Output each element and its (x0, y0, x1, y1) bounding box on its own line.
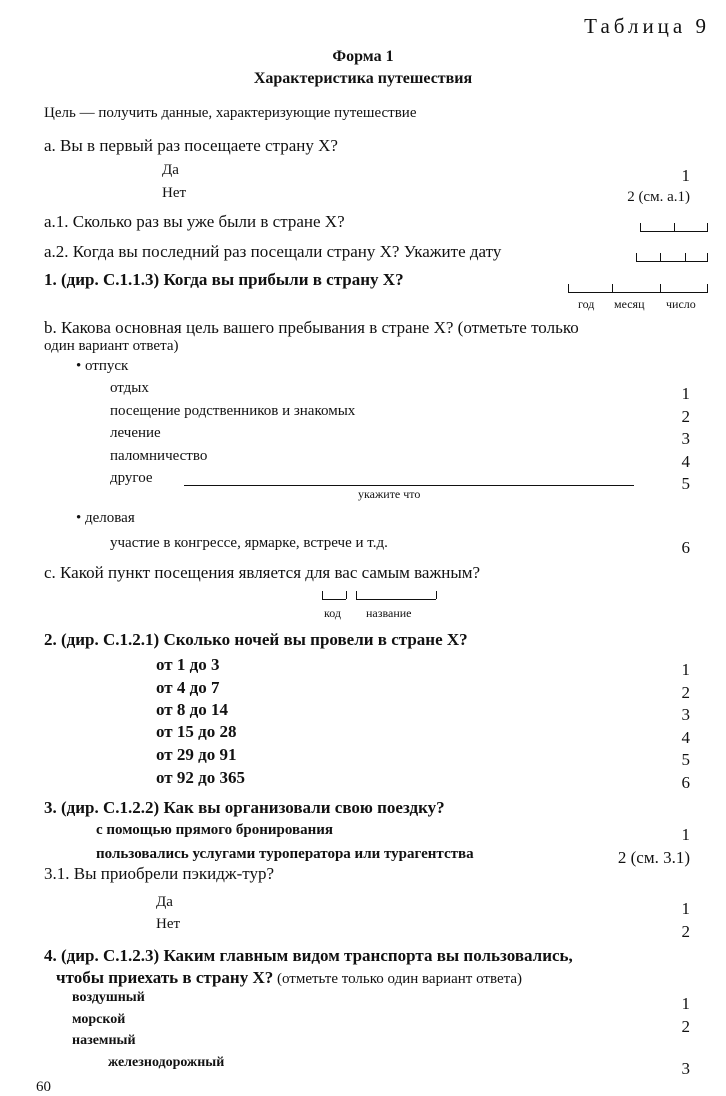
answer-option-code: 3 (681, 705, 690, 724)
answer-option-code: 2 (681, 1017, 690, 1036)
question-a: а. Вы в первый раз посещаете страну Х? (44, 136, 338, 155)
year-label: год (578, 297, 595, 311)
answer-option-label: Нет (156, 916, 181, 932)
question-c: с. Какой пункт посещения является для вас самым важным? (44, 563, 481, 582)
group-business: • деловая (76, 510, 135, 526)
form-title: Форма 1 (332, 48, 394, 65)
question-1: 1. (дир. С.1.1.3) Когда вы прибыли в страну Х? (44, 270, 404, 289)
answer-option-code: 6 (681, 773, 690, 792)
answer-option-code: 3 (681, 429, 690, 448)
answer-option-label: от 15 до 28 (156, 722, 237, 741)
answer-option-label: от 29 до 91 (156, 745, 237, 764)
answer-option-code: 1 (681, 660, 690, 679)
answer-option-label: отдых (110, 380, 149, 396)
answer-option-code: 2 (681, 407, 690, 426)
answer-option-code: 2 (см. 3.1) (617, 848, 690, 867)
answer-option-code: 2 (681, 683, 690, 702)
answer-option-code: 1 (681, 384, 690, 403)
question-2: 2. (дир. С.1.2.1) Сколько ночей вы провели в стране Х? (44, 630, 468, 649)
code-label: код (324, 606, 341, 620)
answer-option-label: от 92 до 365 (156, 768, 245, 787)
question-b-note: один вариант ответа) (44, 338, 179, 354)
answer-option-label: посещение родственников и знакомых (110, 403, 356, 419)
answer-option-label: от 8 до 14 (156, 700, 228, 719)
answer-option-label: пользовались услугами туроператора или турагентства (96, 846, 474, 862)
answer-option-code: 1 (681, 899, 690, 918)
answer-option-label: воздушный (72, 990, 145, 1005)
question-3: 3. (дир. С.1.2.2) Как вы организовали свою поездку? (44, 798, 445, 817)
question-4: 4. (дир. С.1.2.3) Каким главным видом транспорта вы пользовались, (44, 946, 573, 965)
answer-option-label: лечение (110, 425, 161, 441)
purpose-text: Цель — получить данные, характеризующие путешествие (44, 105, 417, 121)
answer-option-label: с помощью прямого бронирования (96, 822, 333, 838)
answer-option-label: Нет (162, 185, 187, 201)
month-label: месяц (614, 297, 645, 311)
specify-label: укажите что (358, 487, 421, 501)
page-number: 60 (36, 1079, 51, 1095)
answer-option-code: 5 (681, 750, 690, 769)
day-label: число (666, 297, 696, 311)
form-subtitle: Характеристика путешествия (253, 70, 473, 87)
answer-option-label: другое (110, 470, 153, 486)
answer-option-label: железнодорожный (108, 1055, 225, 1070)
answer-option-code: 1 (681, 994, 690, 1013)
group-vacation: • отпуск (76, 358, 129, 374)
answer-option-code: 5 (681, 474, 690, 493)
question-b: b. Какова основная цель вашего пребывания в стране Х? (отметьте только (44, 318, 579, 337)
answer-option-label: участие в конгрессе, ярмарке, встрече и т.д. (110, 535, 388, 551)
question-4-note: (отметьте только один вариант ответа) (273, 971, 523, 987)
table-label: Таблица 9 (584, 14, 710, 38)
answer-option-label: наземный (72, 1033, 136, 1048)
specify-line[interactable] (184, 485, 634, 486)
answer-option-code: 3 (681, 1059, 690, 1078)
answer-option-label: Да (162, 162, 179, 178)
answer-option-code: 2 (681, 922, 690, 941)
answer-option-code: 1 (681, 825, 690, 844)
answer-option-code: 1 (681, 166, 690, 185)
answer-option-label: Да (156, 894, 173, 910)
answer-option-code: 4 (681, 728, 690, 747)
answer-option-label: от 1 до 3 (156, 655, 220, 674)
answer-option-code: 6 (681, 538, 690, 557)
name-label: название (366, 606, 412, 620)
answer-option-code: 2 (см. а.1) (627, 189, 690, 205)
question-a1: а.1. Сколько раз вы уже были в стране Х? (44, 212, 345, 231)
answer-option-label: паломничество (110, 448, 208, 464)
answer-option-code: 4 (681, 452, 690, 471)
question-3-1: 3.1. Вы приобрели пэкидж-тур? (44, 864, 275, 883)
answer-option-label: морской (72, 1012, 126, 1027)
question-a2: а.2. Когда вы последний раз посещали страну Х? Укажите дату (44, 242, 502, 261)
answer-option-label: от 4 до 7 (156, 678, 220, 697)
question-4-line2: чтобы приехать в страну Х? (56, 968, 274, 987)
